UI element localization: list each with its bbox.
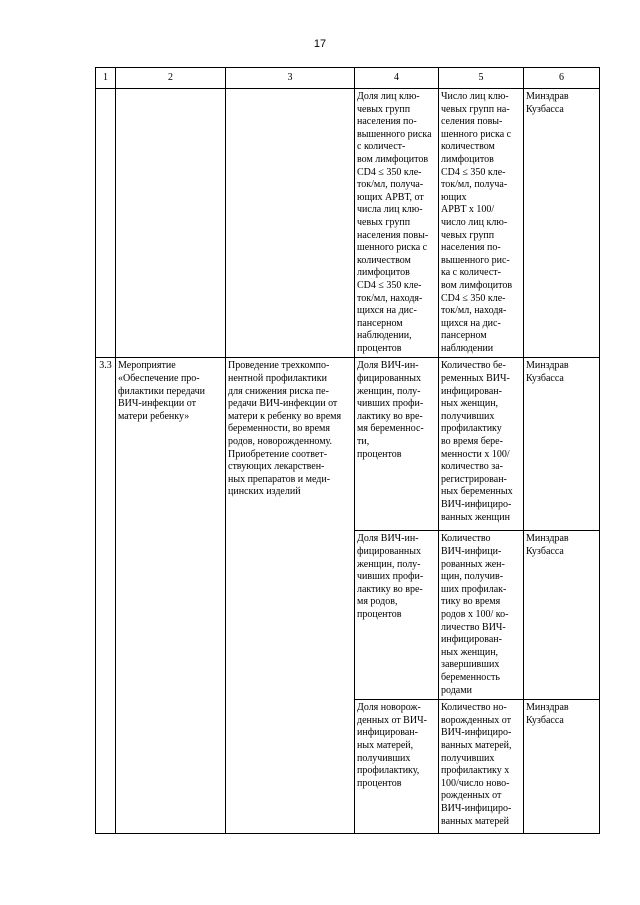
row-number-cell	[96, 89, 116, 358]
indicator-formula-cell: Количество бе- ременных ВИЧ- инфицирован- ных женщин, получивших профилактику во время бере- менности х 100/ количество за- регистрирован- ных беременных ВИЧ-инфициро- ванных женщин	[439, 358, 524, 531]
indicator-name-cell: Доля ВИЧ-ин- фицированных женщин, полу- чивших профи- лактику во вре- мя родов, процентов	[355, 531, 439, 700]
responsible-cell: Минздрав Кузбасса	[524, 358, 600, 531]
responsible-cell: Минздрав Кузбасса	[524, 531, 600, 700]
header-col-1: 1	[96, 68, 116, 89]
header-col-3: 3	[226, 68, 355, 89]
responsible-cell: Минздрав Кузбасса	[524, 700, 600, 834]
table-row	[96, 358, 600, 531]
row-number-cell: 3.3	[96, 358, 116, 834]
event-description-cell: Проведение трехкомпо- нентной профилактики для снижения риска пе- редачи ВИЧ-инфекции от матери к ребенку во время беременности, во время родов, новорожденному. Приобретение соответ- ствующих лекарствен- ных препаратов и меди- цинских изделий	[226, 358, 355, 834]
event-description-cell	[226, 89, 355, 358]
indicator-formula-cell: Число лиц клю- чевых групп на- селения повы- шенного риска с количеством лимфоцитов CD4 ≤ 350 кле- ток/мл, получа- ющих АРВТ х 100/ число лиц клю- чевых групп населения по- вышенного рис- ка с количест- вом лимфоцитов CD4 ≤ 350 кле- ток/мл, находя- щихся на дис- пансерном наблюдении	[439, 89, 524, 358]
indicator-formula-cell: Количество но- ворожденных от ВИЧ-инфициро- ванных матерей, получивших профилактику х 100/число ново- рожденных от ВИЧ-инфициро- ванных матерей	[439, 700, 524, 834]
event-name-cell	[116, 89, 226, 358]
page-number: 17	[313, 38, 327, 50]
table-row	[96, 89, 600, 358]
header-col-4: 4	[355, 68, 439, 89]
header-col-2: 2	[116, 68, 226, 89]
indicator-name-cell: Доля лиц клю- чевых групп населения по- вышенного риска с количест- вом лимфоцитов CD4 ≤ 350 кле- ток/мл, получа- ющих АРВТ, от числа лиц клю- чевых групп населения повы- шенного риска с количеством лимфоцитов CD4 ≤ 350 кле- ток/мл, находя- щихся на дис- пансерном наблюдении, процентов	[355, 89, 439, 358]
table-header-row	[96, 68, 600, 89]
indicator-name-cell: Доля новорож- денных от ВИЧ- инфицирован- ных матерей, получивших профилактику, процентов	[355, 700, 439, 834]
indicators-table	[95, 67, 600, 834]
responsible-cell: Минздрав Кузбасса	[524, 89, 600, 358]
header-col-6: 6	[524, 68, 600, 89]
indicator-name-cell: Доля ВИЧ-ин- фицированных женщин, полу- чивших профи- лактику во вре- мя беременнос- ти, процентов	[355, 358, 439, 531]
header-col-5: 5	[439, 68, 524, 89]
indicator-formula-cell: Количество ВИЧ-инфици- рованных жен- щин, получив- ших профилак- тику во время родов х 100/ ко- личество ВИЧ- инфицирован- ных женщин, завершивших беременность родами	[439, 531, 524, 700]
event-name-cell: Мероприятие «Обеспечение про- филактики передачи ВИЧ-инфекции от матери ребенку»	[116, 358, 226, 834]
